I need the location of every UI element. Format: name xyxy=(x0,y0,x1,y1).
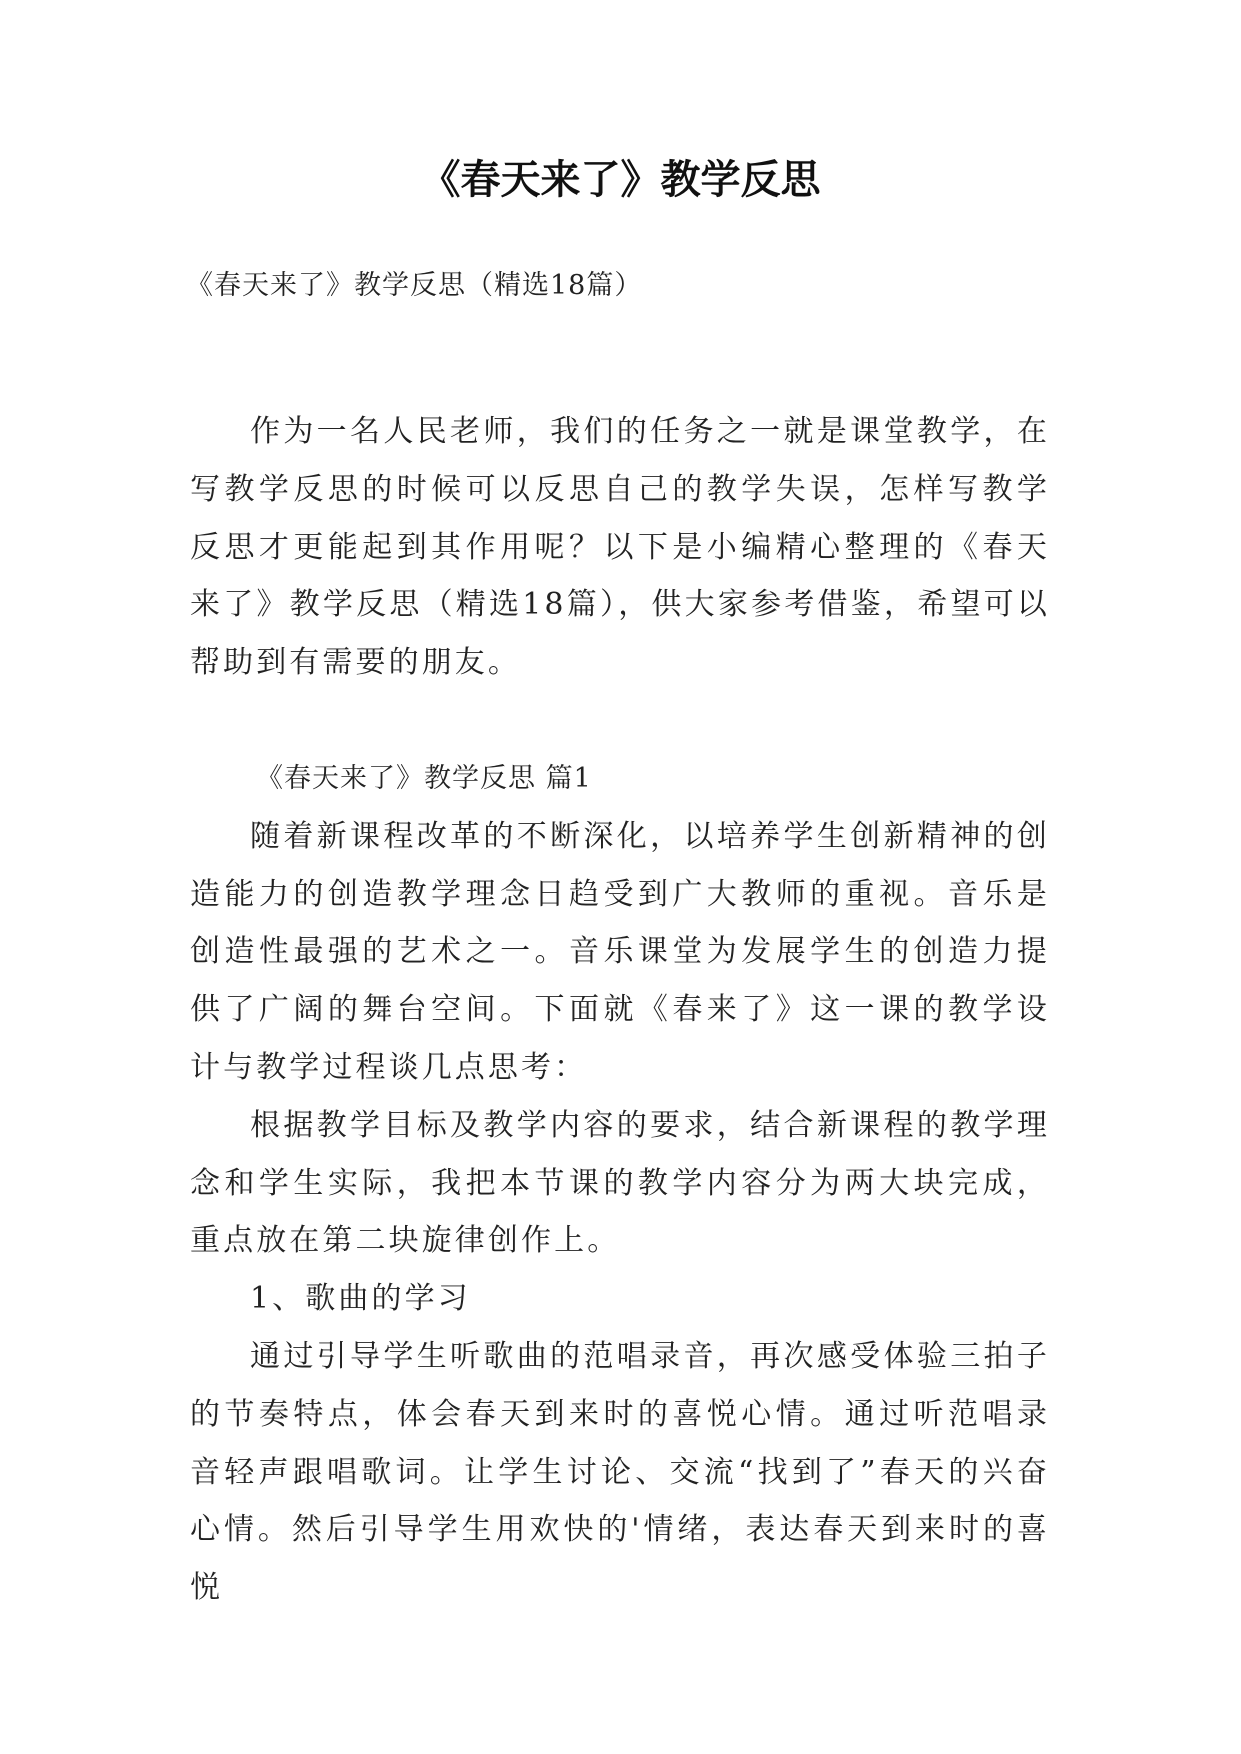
body-paragraph: 通过引导学生听歌曲的范唱录音，再次感受体验三拍子的节奏特点，体会春天到来时的喜悦心情。通过听范唱录音轻声跟唱歌词。让学生讨论、交流“找到了”春天的兴奋心情。然后引导学生用欢快的'情绪，表达春天到来时的喜悦 xyxy=(190,1338,1050,1606)
document-subtitle: 《春天来了》教学反思（精选18篇） xyxy=(186,270,643,301)
document-body xyxy=(190,403,1050,1617)
paragraph-spacer xyxy=(190,692,1050,750)
section-heading: 《春天来了》教学反思 篇1 xyxy=(256,762,592,794)
intro-paragraph: 作为一名人民老师，我们的任务之一就是课堂教学，在写教学反思的时候可以反思自己的教学失误，怎样写教学反思才更能起到其作用呢？以下是小编精心整理的《春天来了》教学反思（精选18篇），供大家参考借鉴，希望可以帮助到有需要的朋友。 xyxy=(190,414,1050,681)
body-paragraph: 根据教学目标及教学内容的要求，结合新课程的教学理念和学生实际，我把本节课的教学内容分为两大块完成，重点放在第二块旋律创作上。 xyxy=(190,1107,1050,1259)
body-paragraph: 随着新课程改革的不断深化，以培养学生创新精神的创造能力的创造教学理念日趋受到广大教师的重视。音乐是创造性最强的艺术之一。音乐课堂为发展学生的创造力提供了广阔的舞台空间。下面就《春来了》这一课的教学设计与教学过程谈几点思考： xyxy=(190,818,1050,1085)
document-title: 《春天来了》教学反思 xyxy=(420,157,821,203)
list-item-heading: 1、歌曲的学习 xyxy=(250,1281,471,1317)
